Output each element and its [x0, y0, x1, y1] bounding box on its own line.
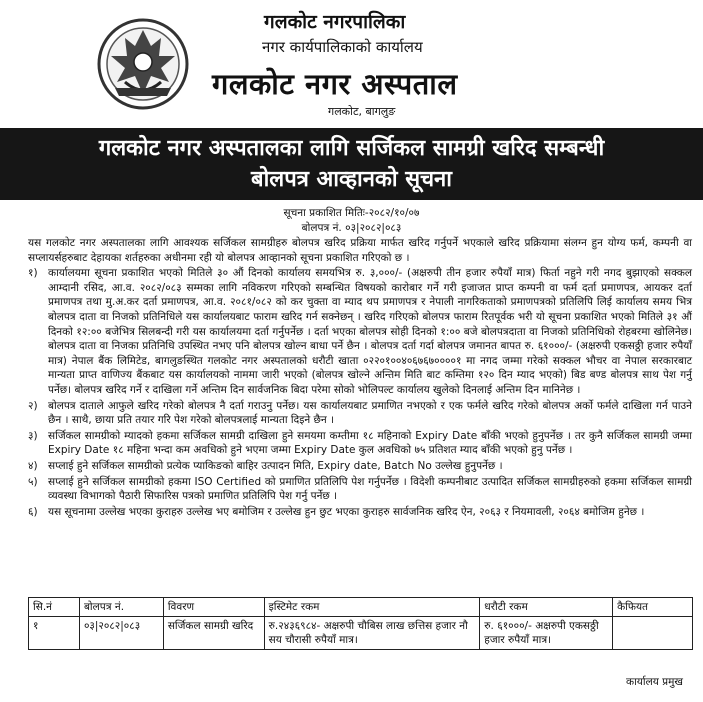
list-item	[28, 505, 692, 520]
list-item-number: ४)	[28, 459, 38, 472]
intro-paragraph: यस गलकोट नगर अस्पतालका लागि आवश्यक सर्जिकल सामग्रीहरु बोलपत्र खरिद प्रक्रिया मार्फत खरिद गर्नुपर्ने भएकाले खरिद प्रक्रियामा संलग्न हुन योग्य फर्म, कम्पनी वा सप्लायर्सहरुबाट देहायका शर्तहरुका अधीनमा रही यो बोलपत्र आव्हानको सूचना प्रकाशित गरिएको छ ।	[28, 237, 692, 264]
office-name: नगर कार्यपालिकाको कार्यालय	[262, 38, 423, 56]
list-item-number: १)	[28, 267, 38, 280]
municipality-name: गलकोट नगरपालिका	[264, 11, 406, 33]
col-header-remarks: कैफियत	[613, 598, 693, 617]
cell-description: सर्जिकल सामग्री खरिद	[163, 617, 264, 650]
bid-number: बोलपत्र नं. ०३|२०८२|०८३	[301, 222, 402, 234]
list-item	[28, 266, 692, 397]
list-item-number: ३)	[28, 429, 38, 442]
list-item-text: यस सूचनामा उल्लेख भएका कुराहरु उल्लेख भए बमोजिम र उल्लेख हुन छुट भएका कुराहरु सार्वजनिक खरिद ऐन, २०६३ र नियमावली, २०६४ बमोजिम हुनेछ ।	[48, 505, 645, 518]
col-header-estimate: इस्टिमेट रकम	[264, 598, 480, 617]
notice-title-line-1: गलकोट नगर अस्पतालका लागि सर्जिकल सामग्री खरिद सम्बन्धी	[98, 136, 605, 161]
notice-title-banner	[0, 128, 703, 200]
list-item	[28, 459, 692, 474]
list-item-text: सप्लाई हुने सर्जिकल सामग्रीको प्रत्येक प्याकिङको बाहिर उत्पादन मिति, Expiry date, Batch No उल्लेख हुनुपर्नेछ ।	[48, 459, 503, 472]
bid-table	[28, 597, 693, 650]
cell-remarks	[613, 617, 693, 650]
list-item	[28, 475, 692, 504]
list-item-text: कार्यालयमा सूचना प्रकाशित भएको मितिले ३० औं दिनको कार्यालय समयभित्र रु. ३,०००/- (अक्षरुपी तीन हजार रुपैयाँ मात्र) फिर्ता नहुने गरी नगद बुझाएको सक्कल आम्दानी रसिद, आ.व. २०८२/०८३ सम्मका लागि नविकरण गरिएको सम्बन्धित विषयको कारोबार गर्ने गरी इजाजत प्राप्त कम्पनी वा फर्म दर्ता प्रमाणपत्र, आयकर दर्ता प्रमाणपत्र तथा मु.अ.कर दर्ता प्रमाणपत्र, आ.व. २०८१/०८२ को कर चुक्ता वा म्याद थप प्रमाणपत्र र नेपाली नागरिकताको प्रमाणपत्रको प्रतिलिपि लिई कार्यालय समय भित्र बोलपत्र दाता वा निजको प्रतिनिधिले यस कार्यालयबाट फाराम खरिद गर्न सक्नेछन् । खरिद गरिएको बोलपत्र फाराम रितपूर्वक भरी यो सूचना प्रकाशित भएको मितिले ३१ औं दिनको १२:०० बजेभित्र सिलबन्दी गरी यस कार्यालयमा दर्ता गर्नुपर्नेछ । दर्ता भएका बोलपत्र सोही दिनको १:०० बजे बोलपत्रदाता वा निजको प्रतिनिधिको रोहबरमा खोलिनेछ। बोलपत्र दाता वा निजका प्रतिनिधि उपस्थित नभए पनि बोलपत्र खोल्न बाधा पर्ने छैन । बोलपत्र दर्ता गर्दा बोलपत्र जमानत बापत रु. ६१०००/- (अक्षरुपी एकसठ्ठी हजार रुपैयाँ मात्र) नेपाल बैंक लिमिटेड, बागलुङस्थित गलकोट नगर अस्पतालको धरौटी खाता ०२२०१००४०६७६७००००१ मा नगद जम्मा गरेको सक्कल भौचर वा नेपाल सरकारबाट मान्यता प्राप्त वाणिज्य बैंकबाट यस कार्यालयको नाममा जारी भएको (बोलपत्र खोल्ने अन्तिम मिति बाट कम्तिमा १२० दिन म्याद भएको) बिड बण्ड बोलपत्र साथ पेश गर्नु पर्नेछ। बोलपत्र खरिद गर्ने र दाखिला गर्ने अन्तिम दिन सार्वजनिक बिदा परेमा सोको भोलिपल्ट कार्यालय खुलेको दिनलाई अन्तिम दिन मानिनेछ ।	[48, 267, 692, 396]
nepal-emblem-icon	[95, 16, 191, 112]
cell-estimate: रु.२४३६९८४- अक्षरुपी चौबिस लाख छत्तिस हजार नौ सय चौरासी रुपैयाँ मात्र।	[264, 617, 480, 650]
list-item-number: २)	[28, 399, 38, 412]
address: गलकोट, बागलुङ	[328, 105, 396, 118]
list-item	[28, 399, 692, 428]
letterhead	[0, 0, 703, 128]
list-item-number: ६)	[28, 505, 38, 518]
table-header-row	[29, 598, 693, 617]
notice-title-line-2: बोलपत्र आव्हानको सूचना	[251, 167, 452, 192]
list-item-text: बोलपत्र दाताले आफुले खरिद गरेको बोलपत्र नै दर्ता गराउनु पर्नेछ। यस कार्यालयबाट प्रमाणित नभएको र एक फर्मले खरिद गरेको बोलपत्र अर्को फर्मले दाखिला गर्न पाउने छैन । साथै, छाया प्रति तयार गरि पेश गरेको बोलपत्रलाई मान्यता दिइने छैन ।	[48, 399, 692, 427]
col-header-deposit: धरौटी रकम	[480, 598, 613, 617]
col-header-serial: सि.नं	[29, 598, 80, 617]
cell-deposit: रु. ६१०००/- अक्षरुपी एकसठ्ठी हजार रुपैयाँ मात्र।	[480, 617, 613, 650]
cell-serial: १	[29, 617, 80, 650]
list-item-text: सप्लाई हुने सर्जिकल सामग्रीको हकमा ISO Certified को प्रमाणित प्रतिलिपि पेश गर्नुपर्नेछ । विदेशी कम्पनीबाट उत्पादित सर्जिकल सामग्रीहरुको हकमा सर्जिकल सामग्री व्यवस्था विभागको पैठारी सिफारिस पत्रको प्रमाणित प्रतिलिपि पेश गर्नु पर्नेछ ।	[48, 475, 692, 503]
col-header-description: विवरण	[163, 598, 264, 617]
published-date: सूचना प्रकाशित मितिः-२०८२/१०/०७	[283, 207, 420, 219]
signature-title: कार्यालय प्रमुख	[626, 676, 683, 688]
notice-body	[28, 236, 692, 519]
hospital-name: गलकोट नगर अस्पताल	[212, 67, 458, 101]
table-row	[29, 617, 693, 650]
list-item	[28, 429, 692, 458]
col-header-bid-number: बोलपत्र नं.	[79, 598, 163, 617]
list-item-text: सर्जिकल सामग्रीको म्यादको हकमा सर्जिकल सामग्री दाखिला हुने समयमा कम्तीमा १८ महिनाको Expiry Date बाँकी भएको हुनुपर्नेछ । तर कुनै सर्जिकल सामग्री जम्मा Expiry Date १८ महिना भन्दा कम अवधिको हुने भएमा जम्मा Expiry Date कुल अवधिको ७५ प्रतिशत म्याद बाँकी भएको हुनु पर्नेछ ।	[48, 429, 692, 457]
list-item-number: ५)	[28, 475, 38, 488]
cell-bid-number: ०३|२०८२|०८३	[79, 617, 163, 650]
